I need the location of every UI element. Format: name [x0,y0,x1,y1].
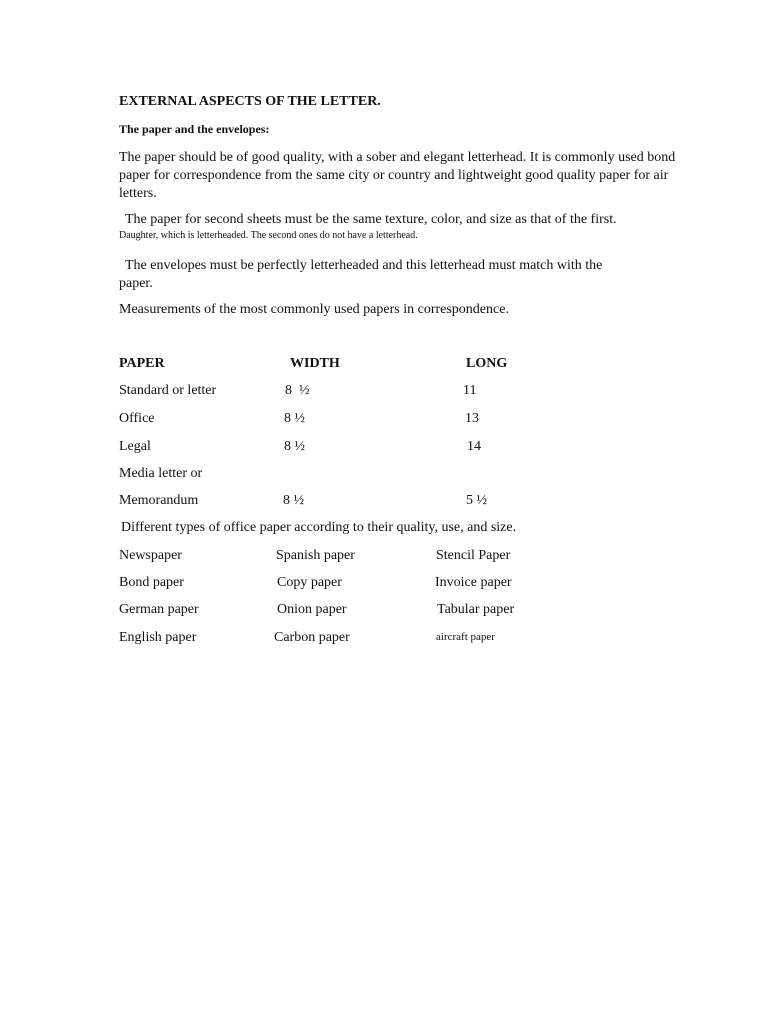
table-cell-paper: Legal [119,439,151,454]
table-cell-paper: Office [119,411,155,426]
paragraph-measurements-intro: Measurements of the most commonly used papers in correspondence. [119,302,509,317]
paper-type-item: Copy paper [277,575,342,590]
table-header-width: WIDTH [290,356,340,371]
section-subtitle: The paper and the envelopes: [119,122,270,136]
paper-type-item: Tabular paper [437,602,515,617]
paragraph-paper-quality: The paper should be of good quality, with a sober and elegant letterhead. It is commonly used bond paper for correspondence from the same city or country and lightweight good quality paper for air letters. [119,150,676,201]
paper-type-item: Onion paper [277,602,347,617]
table-header-paper: PAPER [119,356,165,371]
table-cell-paper: Media letter or [119,466,203,481]
table-cell-paper: Memorandum [119,493,199,508]
paper-types-intro: Different types of office paper according to their quality, use, and size. [121,520,517,535]
table-cell-width: 8 ½ [285,383,310,398]
table-cell-long: 13 [465,411,479,426]
paper-type-item: Invoice paper [435,575,512,590]
paper-type-item: German paper [119,602,199,617]
table-cell-width: 8 ½ [283,493,304,508]
table-cell-long: 11 [463,383,477,398]
paper-type-item: Stencil Paper [436,548,511,563]
paragraph-second-sheets-note: Daughter, which is letterheaded. The second ones do not have a letterhead. [119,230,418,241]
table-cell-width: 8 ½ [284,411,305,426]
table-cell-long: 14 [467,439,481,454]
table-header-long: LONG [466,356,508,371]
paper-type-item: English paper [119,630,197,645]
paragraph-envelopes: The envelopes must be perfectly letterheaded and this letterhead must match with the paper. [119,258,603,291]
paragraph-second-sheets: The paper for second sheets must be the same texture, color, and size as that of the first. [125,212,617,227]
table-cell-paper: Standard or letter [119,383,217,398]
paper-type-item: Carbon paper [274,630,350,645]
paper-type-item: aircraft paper [436,631,495,643]
paper-type-item: Spanish paper [276,548,355,563]
table-cell-width: 8 ½ [284,439,305,454]
paper-type-item: Bond paper [119,575,184,590]
paper-type-item: Newspaper [119,548,182,563]
document-title: EXTERNAL ASPECTS OF THE LETTER. [119,94,381,109]
table-cell-long: 5 ½ [466,493,487,508]
